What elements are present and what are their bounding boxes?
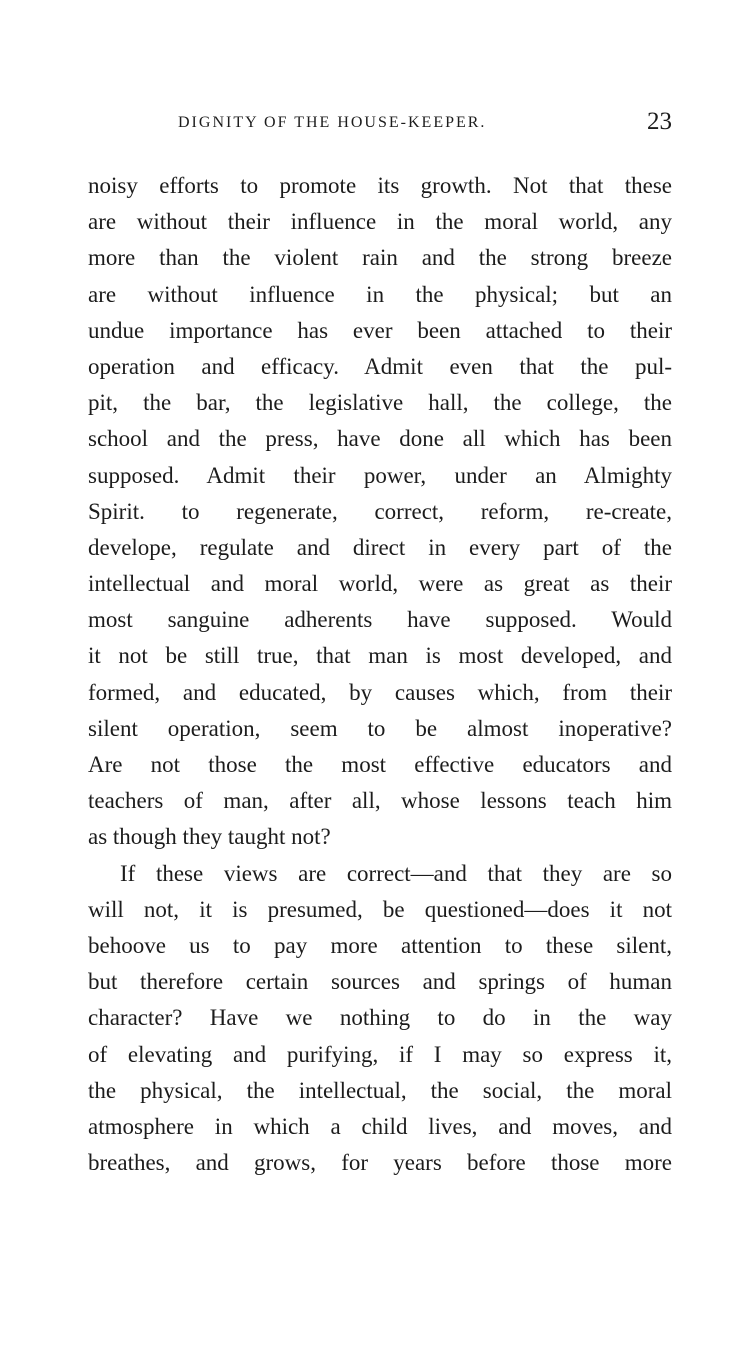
text-line: pit, the bar, the legislative hall, the college, the	[88, 390, 672, 416]
text-line: intellectual and moral world, were as great as their	[88, 571, 672, 597]
text-line: most sanguine adherents have supposed. Would	[88, 607, 672, 633]
text-line: but therefore certain sources and springs of human	[88, 969, 672, 995]
running-head	[88, 108, 672, 142]
text-line: silent operation, seem to be almost inoperative?	[88, 715, 672, 741]
text-line: noisy efforts to promote its growth. Not that these	[88, 173, 672, 198]
text-line: operation and efficacy. Admit even that the pul-	[88, 353, 672, 379]
text-line: character? Have we nothing to do in the way	[88, 1005, 672, 1031]
text-line: of elevating and purifying, if I may so express it,	[88, 1041, 672, 1067]
text-line: breathes, and grows, for years before those more	[88, 1150, 672, 1176]
paragraph-end-line: as though they taught not?	[88, 824, 331, 850]
text-line: formed, and educated, by causes which, from their	[88, 679, 672, 705]
text-line: it not be still true, that man is most developed, and	[88, 643, 672, 669]
text-line: more than the violent rain and the strong breeze	[88, 245, 672, 271]
text-line: Are not those the most effective educators and	[88, 752, 672, 777]
text-line: develope, regulate and direct in every part of the	[88, 534, 672, 560]
text-line: undue importance has ever been attached to their	[88, 317, 672, 343]
text-line: atmosphere in which a child lives, and moves, and	[88, 1113, 672, 1139]
text-line: the physical, the intellectual, the social, the moral	[88, 1077, 672, 1103]
text-line: will not, it is presumed, be questioned—does it not	[88, 896, 672, 922]
text-line: Spirit. to regenerate, correct, reform, re-create,	[88, 498, 672, 524]
text-line: are without their influence in the moral world, any	[88, 209, 672, 235]
text-line: are without influence in the physical; but an	[88, 281, 672, 307]
text-line: teachers of man, after all, whose lessons teach him	[88, 788, 672, 814]
text-line: behoove us to pay more attention to these silent,	[88, 932, 672, 958]
body-text	[88, 168, 672, 1181]
text-line: school and the press, have done all which has been	[88, 426, 672, 452]
text-line: supposed. Admit their power, under an Almighty	[88, 462, 672, 488]
paragraph-start-line: If these views are correct—and that they are so	[120, 860, 672, 886]
page-number: 23	[647, 108, 672, 135]
running-title: DIGNITY OF THE HOUSE-KEEPER.	[178, 114, 487, 131]
